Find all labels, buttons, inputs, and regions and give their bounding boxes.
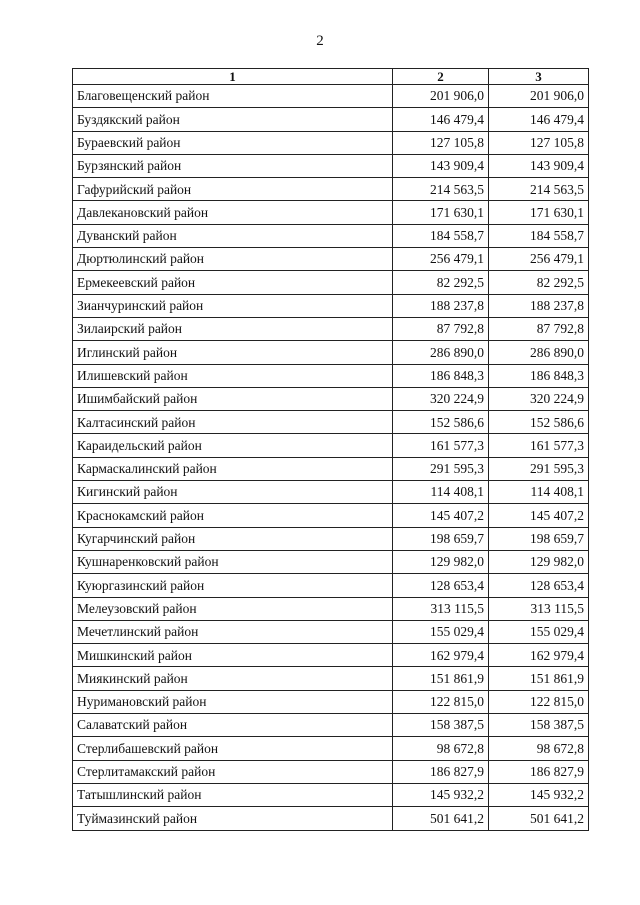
value-col3-cell: 214 563,5	[489, 178, 589, 201]
district-name-cell: Зианчуринский район	[73, 294, 393, 317]
value-col2-cell: 162 979,4	[393, 644, 489, 667]
value-col3-cell: 129 982,0	[489, 550, 589, 573]
value-col2-cell: 128 653,4	[393, 574, 489, 597]
value-col2-cell: 127 105,8	[393, 131, 489, 154]
district-name-cell: Кушнаренковский район	[73, 550, 393, 573]
district-name-cell: Куюргазинский район	[73, 574, 393, 597]
value-col2-cell: 188 237,8	[393, 294, 489, 317]
district-name-cell: Иглинский район	[73, 341, 393, 364]
value-col2-cell: 143 909,4	[393, 154, 489, 177]
value-col3-cell: 201 906,0	[489, 85, 589, 108]
value-col2-cell: 82 292,5	[393, 271, 489, 294]
column-header-3: 3	[489, 69, 589, 85]
value-col3-cell: 286 890,0	[489, 341, 589, 364]
value-col3-cell: 151 861,9	[489, 667, 589, 690]
value-col2-cell: 145 932,2	[393, 783, 489, 806]
value-col2-cell: 501 641,2	[393, 807, 489, 830]
table-row	[73, 737, 589, 760]
value-col3-cell: 143 909,4	[489, 154, 589, 177]
table-row	[73, 294, 589, 317]
table-row	[73, 224, 589, 247]
district-name-cell: Давлекановский район	[73, 201, 393, 224]
table-row	[73, 620, 589, 643]
table-row	[73, 667, 589, 690]
table-row	[73, 434, 589, 457]
value-col2-cell: 201 906,0	[393, 85, 489, 108]
value-col3-cell: 313 115,5	[489, 597, 589, 620]
district-name-cell: Дюртюлинский район	[73, 248, 393, 271]
value-col2-cell: 214 563,5	[393, 178, 489, 201]
value-col2-cell: 161 577,3	[393, 434, 489, 457]
district-name-cell: Илишевский район	[73, 364, 393, 387]
district-name-cell: Кугарчинский район	[73, 527, 393, 550]
column-header-1: 1	[73, 69, 393, 85]
table-header-row	[73, 69, 589, 85]
table-row	[73, 85, 589, 108]
value-col3-cell: 128 653,4	[489, 574, 589, 597]
value-col3-cell: 146 479,4	[489, 108, 589, 131]
district-name-cell: Стерлитамакский район	[73, 760, 393, 783]
table-row	[73, 201, 589, 224]
value-col3-cell: 320 224,9	[489, 387, 589, 410]
value-col2-cell: 184 558,7	[393, 224, 489, 247]
table-row	[73, 154, 589, 177]
value-col2-cell: 256 479,1	[393, 248, 489, 271]
table-body	[73, 85, 589, 831]
value-col3-cell: 501 641,2	[489, 807, 589, 830]
district-name-cell: Кигинский район	[73, 481, 393, 504]
table-row	[73, 807, 589, 830]
value-col2-cell: 114 408,1	[393, 481, 489, 504]
district-name-cell: Мишкинский район	[73, 644, 393, 667]
table-row	[73, 597, 589, 620]
district-name-cell: Ишимбайский район	[73, 387, 393, 410]
value-col2-cell: 286 890,0	[393, 341, 489, 364]
table-row	[73, 248, 589, 271]
value-col2-cell: 98 672,8	[393, 737, 489, 760]
value-col3-cell: 256 479,1	[489, 248, 589, 271]
table-row	[73, 644, 589, 667]
value-col2-cell: 186 827,9	[393, 760, 489, 783]
value-col2-cell: 122 815,0	[393, 690, 489, 713]
value-col3-cell: 155 029,4	[489, 620, 589, 643]
value-col2-cell: 129 982,0	[393, 550, 489, 573]
district-name-cell: Благовещенский район	[73, 85, 393, 108]
value-col3-cell: 291 595,3	[489, 457, 589, 480]
value-col3-cell: 82 292,5	[489, 271, 589, 294]
table-row	[73, 108, 589, 131]
value-col2-cell: 186 848,3	[393, 364, 489, 387]
table-row	[73, 550, 589, 573]
district-name-cell: Краснокамский район	[73, 504, 393, 527]
value-col2-cell: 313 115,5	[393, 597, 489, 620]
value-col3-cell: 122 815,0	[489, 690, 589, 713]
table-row	[73, 527, 589, 550]
value-col2-cell: 155 029,4	[393, 620, 489, 643]
value-col3-cell: 171 630,1	[489, 201, 589, 224]
value-col3-cell: 114 408,1	[489, 481, 589, 504]
value-col2-cell: 145 407,2	[393, 504, 489, 527]
value-col3-cell: 186 848,3	[489, 364, 589, 387]
value-col3-cell: 161 577,3	[489, 434, 589, 457]
district-name-cell: Дуванский район	[73, 224, 393, 247]
value-col2-cell: 291 595,3	[393, 457, 489, 480]
value-col3-cell: 127 105,8	[489, 131, 589, 154]
district-name-cell: Бурзянский район	[73, 154, 393, 177]
table-row	[73, 131, 589, 154]
value-col3-cell: 162 979,4	[489, 644, 589, 667]
table-row	[73, 574, 589, 597]
column-header-2: 2	[393, 69, 489, 85]
value-col2-cell: 171 630,1	[393, 201, 489, 224]
table-row	[73, 271, 589, 294]
table-row	[73, 364, 589, 387]
table-row	[73, 457, 589, 480]
table-row	[73, 411, 589, 434]
district-name-cell: Туймазинский район	[73, 807, 393, 830]
district-name-cell: Бураевский район	[73, 131, 393, 154]
value-col3-cell: 145 407,2	[489, 504, 589, 527]
district-name-cell: Зилаирский район	[73, 317, 393, 340]
table-row	[73, 504, 589, 527]
value-col3-cell: 152 586,6	[489, 411, 589, 434]
value-col2-cell: 151 861,9	[393, 667, 489, 690]
page-number: 2	[316, 33, 324, 49]
value-col3-cell: 198 659,7	[489, 527, 589, 550]
value-col3-cell: 186 827,9	[489, 760, 589, 783]
district-name-cell: Ермекеевский район	[73, 271, 393, 294]
value-col3-cell: 188 237,8	[489, 294, 589, 317]
district-name-cell: Буздякский район	[73, 108, 393, 131]
value-col3-cell: 98 672,8	[489, 737, 589, 760]
value-col3-cell: 87 792,8	[489, 317, 589, 340]
table-row	[73, 783, 589, 806]
district-name-cell: Кармаскалинский район	[73, 457, 393, 480]
table-row	[73, 341, 589, 364]
district-name-cell: Мелеузовский район	[73, 597, 393, 620]
value-col3-cell: 158 387,5	[489, 714, 589, 737]
value-col2-cell: 158 387,5	[393, 714, 489, 737]
district-name-cell: Татышлинский район	[73, 783, 393, 806]
table-row	[73, 760, 589, 783]
data-table	[72, 68, 589, 831]
table-row	[73, 178, 589, 201]
district-name-cell: Миякинский район	[73, 667, 393, 690]
district-name-cell: Караидельский район	[73, 434, 393, 457]
value-col3-cell: 184 558,7	[489, 224, 589, 247]
table-row	[73, 690, 589, 713]
district-name-cell: Гафурийский район	[73, 178, 393, 201]
value-col2-cell: 320 224,9	[393, 387, 489, 410]
district-name-cell: Салаватский район	[73, 714, 393, 737]
district-name-cell: Стерлибашевский район	[73, 737, 393, 760]
district-name-cell: Нуримановский район	[73, 690, 393, 713]
value-col2-cell: 87 792,8	[393, 317, 489, 340]
district-name-cell: Мечетлинский район	[73, 620, 393, 643]
table-row	[73, 317, 589, 340]
district-name-cell: Калтасинский район	[73, 411, 393, 434]
table-row	[73, 387, 589, 410]
value-col2-cell: 198 659,7	[393, 527, 489, 550]
table-row	[73, 714, 589, 737]
value-col3-cell: 145 932,2	[489, 783, 589, 806]
value-col2-cell: 152 586,6	[393, 411, 489, 434]
value-col2-cell: 146 479,4	[393, 108, 489, 131]
table-row	[73, 481, 589, 504]
